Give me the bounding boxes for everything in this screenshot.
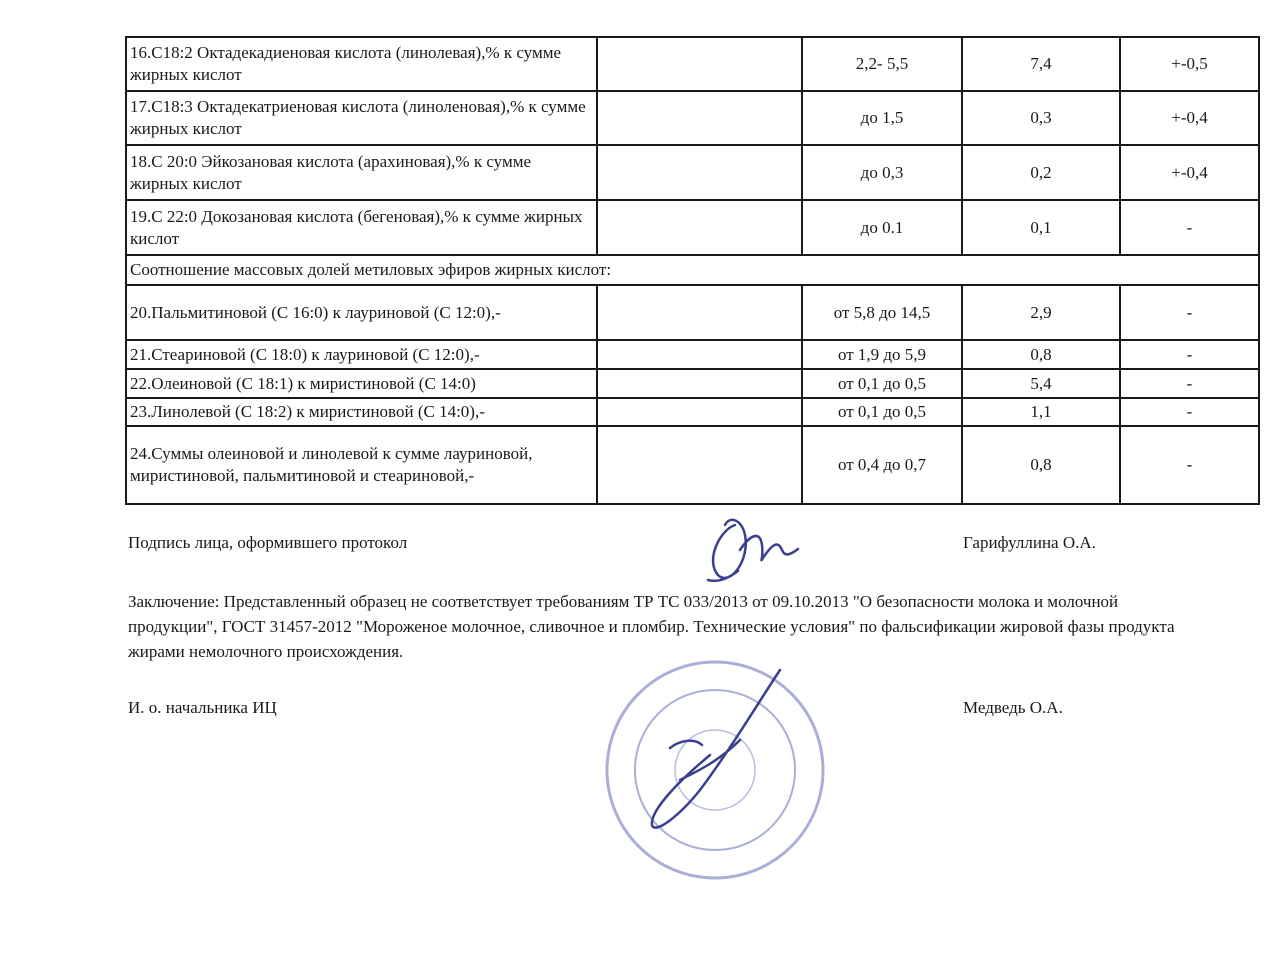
indicator-name: 17.С18:3 Октадекатриеновая кислота (линоленовая),% к сумме жирных кислот [126, 91, 597, 145]
head-label: И. о. начальника ИЦ [128, 698, 277, 717]
method-cell [597, 200, 802, 255]
result-cell: 0,1 [962, 200, 1120, 255]
norm-cell: до 0,3 [802, 145, 962, 200]
error-cell: - [1120, 200, 1259, 255]
method-cell [597, 340, 802, 369]
error-cell: - [1120, 369, 1259, 398]
method-cell [597, 426, 802, 504]
table-row [126, 369, 1259, 398]
error-cell: - [1120, 398, 1259, 426]
error-cell: - [1120, 426, 1259, 504]
result-cell: 2,9 [962, 285, 1120, 340]
method-cell [597, 145, 802, 200]
signature-mark [690, 505, 820, 595]
table-row [126, 91, 1259, 145]
signature-label: Подпись лица, оформившего протокол [128, 533, 408, 552]
method-cell [597, 398, 802, 426]
result-cell: 0,2 [962, 145, 1120, 200]
head-signature-mark [640, 660, 810, 840]
signature-person: Гарифуллина О.А. [963, 533, 1096, 552]
error-cell: - [1120, 340, 1259, 369]
indicator-name: 16.С18:2 Октадекадиеновая кислота (линолевая),% к сумме жирных кислот [126, 37, 597, 91]
results-table [125, 36, 1260, 505]
indicator-name: 20.Пальмитиновой (С 16:0) к лауриновой (С 12:0),- [126, 285, 597, 340]
table-row [126, 426, 1259, 504]
table-row [126, 145, 1259, 200]
norm-cell: от 1,9 до 5,9 [802, 340, 962, 369]
result-cell: 0,8 [962, 426, 1120, 504]
norm-cell: 2,2- 5,5 [802, 37, 962, 91]
table-row [126, 37, 1259, 91]
head-person: Медведь О.А. [963, 698, 1063, 717]
result-cell: 5,4 [962, 369, 1120, 398]
indicator-name: 21.Стеариновой (С 18:0) к лауриновой (С 12:0),- [126, 340, 597, 369]
method-cell [597, 285, 802, 340]
error-cell: +-0,4 [1120, 145, 1259, 200]
result-cell: 7,4 [962, 37, 1120, 91]
error-cell: +-0,5 [1120, 37, 1259, 91]
conclusion-text: Заключение: Представленный образец не соответствует требованиям ТР ТС 033/2013 от 09.10.2013 "О безопасности молока и молочной продукции", ГОСТ 31457-2012 "Мороженое молочное, сливочное и пломбир. Технические условия" по фальсификации жировой фазы продукта жирами немолочного происхождения. [128, 592, 1175, 661]
norm-cell: от 5,8 до 14,5 [802, 285, 962, 340]
indicator-name: 18.С 20:0 Эйкозановая кислота (арахиновая),% к сумме жирных кислот [126, 145, 597, 200]
result-cell: 0,3 [962, 91, 1120, 145]
result-cell: 1,1 [962, 398, 1120, 426]
table-row [126, 285, 1259, 340]
indicator-name: 23.Линолевой (С 18:2) к миристиновой (С 14:0),- [126, 398, 597, 426]
norm-cell: от 0,1 до 0,5 [802, 369, 962, 398]
table-row [126, 398, 1259, 426]
norm-cell: до 0.1 [802, 200, 962, 255]
method-cell [597, 91, 802, 145]
indicator-name: 22.Олеиновой (С 18:1) к миристиновой (С 14:0) [126, 369, 597, 398]
section-header-row [126, 255, 1259, 285]
norm-cell: до 1,5 [802, 91, 962, 145]
error-cell: +-0,4 [1120, 91, 1259, 145]
table-row [126, 200, 1259, 255]
table-row [126, 340, 1259, 369]
indicator-name: 24.Суммы олеиновой и линолевой к сумме лауриновой, миристиновой, пальмитиновой и стеариновой,- [126, 426, 597, 504]
result-cell: 0,8 [962, 340, 1120, 369]
method-cell [597, 369, 802, 398]
indicator-name: 19.С 22:0 Докозановая кислота (бегеновая),% к сумме жирных кислот [126, 200, 597, 255]
method-cell [597, 37, 802, 91]
section-header: Соотношение массовых долей метиловых эфиров жирных кислот: [126, 255, 1259, 285]
norm-cell: от 0,1 до 0,5 [802, 398, 962, 426]
error-cell: - [1120, 285, 1259, 340]
norm-cell: от 0,4 до 0,7 [802, 426, 962, 504]
